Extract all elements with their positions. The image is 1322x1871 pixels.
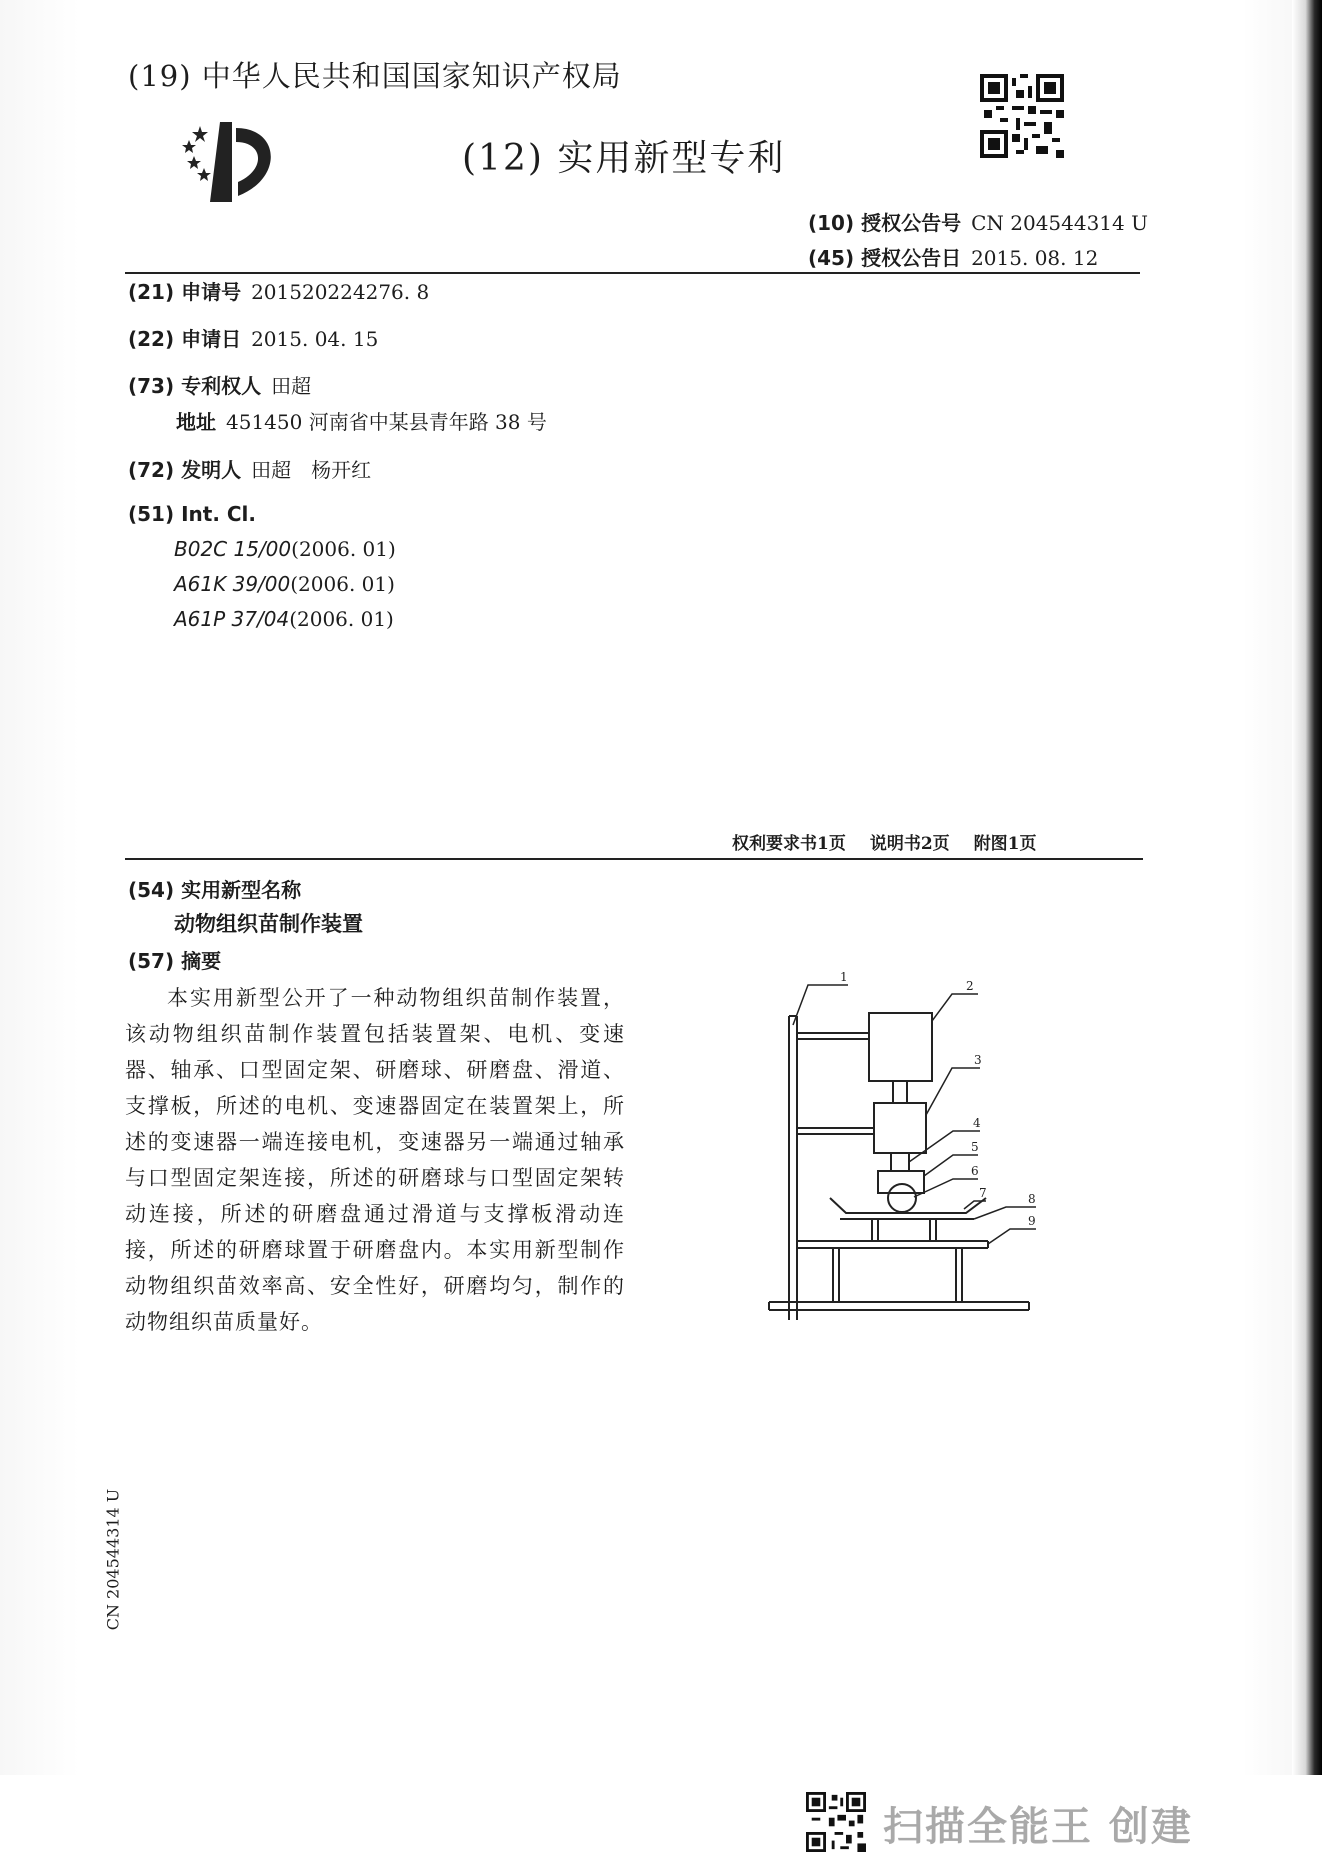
- ipc-code: B02C 15/00: [174, 537, 292, 561]
- figure-label: 4: [973, 1116, 981, 1130]
- issuing-office: (19) 中华人民共和国国家知识产权局: [128, 59, 622, 93]
- utility-model-title: 动物组织苗制作装置: [174, 911, 363, 936]
- header-rule: [125, 272, 1140, 274]
- figure-label: 9: [1028, 1214, 1036, 1228]
- application-number: [128, 276, 429, 305]
- ipc-entry: [174, 572, 395, 596]
- inventors: [128, 454, 371, 483]
- figure-label: 2: [966, 979, 974, 993]
- publication-date-value: 2015. 08. 12: [971, 246, 1099, 270]
- qr-code-header: [980, 74, 1064, 158]
- filing-date-value: 2015. 04. 15: [251, 327, 379, 351]
- mid-rule: [125, 858, 1143, 860]
- patentee-value: 田超: [271, 374, 312, 398]
- drawing-pages: 附图1页: [973, 834, 1037, 854]
- ipc-label: (51) Int. Cl.: [128, 502, 257, 526]
- page-counts: [732, 829, 1061, 854]
- figure-label: 5: [971, 1140, 979, 1154]
- publication-date-label: (45) 授权公告日: [808, 246, 962, 270]
- ipc-code: A61K 39/00: [174, 572, 291, 596]
- abstract-text: 本实用新型公开了一种动物组织苗制作装置，该动物组织苗制作装置包括装置架、电机、变速器、轴承、口型固定架、研磨球、研磨盘、滑道、支撑板，所述的电机、变速器固定在装置架上，所述的变速器一端连接电机，变速器另一端通过轴承与口型固定架连接，所述的研磨球与口型固定架转动连接，所述的研磨盘通过滑道与支撑板滑动连接，所述的研磨球置于研磨盘内。本实用新型制作动物组织苗效率高、安全性好，研磨均匀，制作的动物组织苗质量好。: [125, 986, 625, 1334]
- scan-edge-shadow: [1292, 0, 1322, 1871]
- inventors-label: (72) 发明人: [128, 458, 242, 482]
- patentee: [128, 370, 311, 399]
- filing-date: [128, 323, 378, 352]
- title-label: (54) 实用新型名称: [128, 878, 302, 902]
- claims-pages: 权利要求书1页: [732, 834, 846, 854]
- address: [176, 406, 547, 435]
- publication-number-value: CN 204544314 U: [971, 211, 1148, 235]
- publication-number-label: (10) 授权公告号: [808, 211, 962, 235]
- ipc-version: (2006. 01): [290, 572, 395, 596]
- ipc-version: (2006. 01): [291, 537, 396, 561]
- figure-label: 7: [979, 1186, 987, 1200]
- ipc-heading: [128, 502, 256, 526]
- device-drawing: [760, 965, 1060, 1325]
- application-number-label: (21) 申请号: [128, 280, 242, 304]
- ipc-version: (2006. 01): [289, 607, 394, 631]
- qr-code-footer: [806, 1792, 866, 1852]
- address-value: 451450 河南省中某县青年路 38 号: [226, 410, 547, 434]
- cnipa-logo: [180, 118, 300, 208]
- address-label: 地址: [176, 410, 216, 434]
- scanner-watermark: 扫描全能王 创建: [883, 1804, 1193, 1850]
- description-pages: 说明书2页: [869, 834, 950, 854]
- side-stamp-text: CN 204544314 U: [103, 1488, 123, 1631]
- application-number-value: 201520224276. 8: [251, 280, 430, 304]
- ipc-entry: [174, 537, 396, 561]
- inventors-value: 田超 杨开红: [251, 458, 372, 482]
- patentee-label: (73) 专利权人: [128, 374, 262, 398]
- ipc-entry: [174, 607, 394, 631]
- figure-label: 1: [840, 970, 848, 984]
- abstract-label: (57) 摘要: [128, 949, 222, 973]
- side-publication-stamp: [103, 1470, 123, 1650]
- filing-date-label: (22) 申请日: [128, 327, 242, 351]
- ipc-code: A61P 37/04: [174, 607, 290, 631]
- figure-label: 8: [1028, 1192, 1036, 1206]
- figure-label: 3: [974, 1053, 982, 1067]
- publication-date: [808, 242, 1098, 271]
- publication-number: [808, 207, 1148, 236]
- figure-label: 6: [971, 1164, 979, 1178]
- document-kind: (12) 实用新型专利: [462, 138, 786, 179]
